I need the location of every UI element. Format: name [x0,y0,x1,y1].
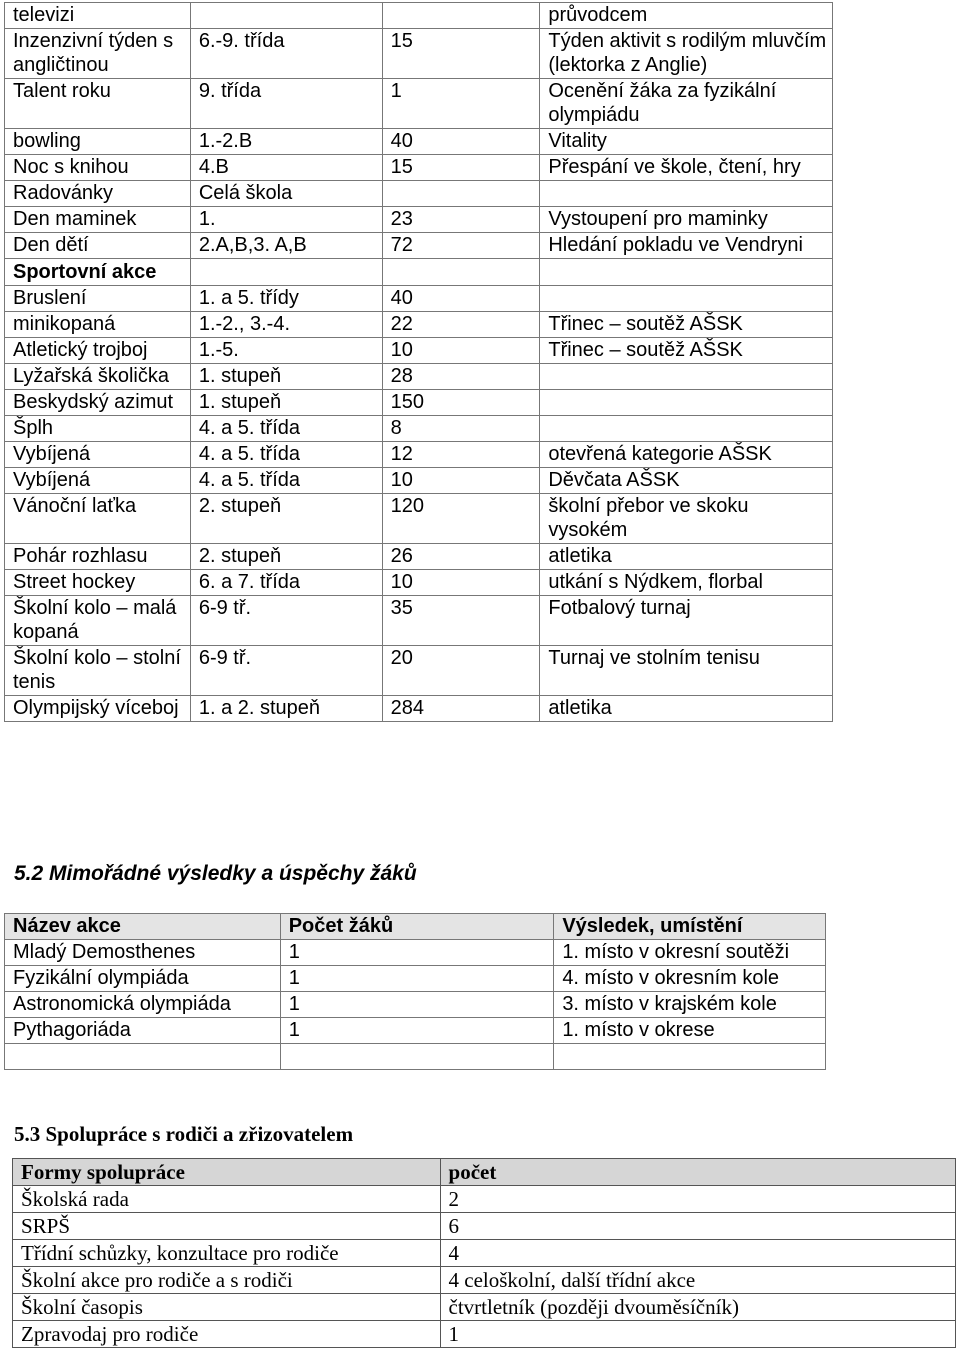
table-cell: 1. místo v okrese [554,1018,826,1044]
cell-empty [190,259,382,286]
cell-count: 72 [382,233,540,259]
cell-group [190,3,382,29]
table-cell: 4 [440,1240,955,1267]
cell-count: 40 [382,129,540,155]
table-cell: Školní časopis [13,1294,441,1321]
table-cell [554,1044,826,1070]
column-header: Formy spolupráce [13,1159,441,1186]
cell-activity: Vybíjená [5,442,191,468]
table-cell: 4. místo v okresním kole [554,966,826,992]
cell-count: 12 [382,442,540,468]
table-row [13,1240,956,1267]
section-52-title: 5.2 Mimořádné výsledky a úspěchy žáků [14,862,417,885]
cell-empty [382,259,540,286]
cell-group: 4. a 5. třída [190,442,382,468]
cell-activity: Bruslení [5,286,191,312]
table-row [5,129,833,155]
table-row [5,596,833,646]
cell-activity: Den dětí [5,233,191,259]
cell-group: 6.-9. třída [190,29,382,79]
table-cell: 1 [280,940,554,966]
cell-group: 4. a 5. třída [190,468,382,494]
cell-note: atletika [540,544,833,570]
cell-activity: Olympijský víceboj [5,696,191,722]
cell-group: 6. a 7. třída [190,570,382,596]
cell-note: Vystoupení pro maminky [540,207,833,233]
cell-group: 2. stupeň [190,494,382,544]
cell-group: 1. a 5. třídy [190,286,382,312]
cell-note [540,286,833,312]
cell-group: 1. [190,207,382,233]
cell-note: atletika [540,696,833,722]
cell-count: 120 [382,494,540,544]
cell-note: Fotbalový turnaj [540,596,833,646]
table-cell: 2 [440,1186,955,1213]
table-row [13,1294,956,1321]
column-header: počet [440,1159,955,1186]
table-cell: 1 [280,966,554,992]
cell-note: Turnaj ve stolním tenisu [540,646,833,696]
cell-count: 10 [382,570,540,596]
cell-activity: Den maminek [5,207,191,233]
cell-group: 6-9 tř. [190,596,382,646]
table-cell: Fyzikální olympiáda [5,966,281,992]
table-cell: SRPŠ [13,1213,441,1240]
table-row [5,646,833,696]
table-row [13,1321,956,1348]
column-header: Výsledek, umístění [554,914,826,940]
cell-group: 1.-2., 3.-4. [190,312,382,338]
cell-activity: Talent roku [5,79,191,129]
cell-note: průvodcem [540,3,833,29]
cell-note [540,390,833,416]
cell-group: Celá škola [190,181,382,207]
table-cell [5,1044,281,1070]
cell-note: otevřená kategorie AŠSK [540,442,833,468]
cell-count: 8 [382,416,540,442]
cell-count: 284 [382,696,540,722]
cell-activity: Vybíjená [5,468,191,494]
section-title-sport: Sportovní akce [5,259,191,286]
table-row [5,155,833,181]
table-row [5,207,833,233]
table-cell: Třídní schůzky, konzultace pro rodiče [13,1240,441,1267]
cell-count: 22 [382,312,540,338]
cell-count: 35 [382,596,540,646]
cell-activity: Street hockey [5,570,191,596]
cell-count: 10 [382,468,540,494]
table-row [5,416,833,442]
cell-group: 1. a 2. stupeň [190,696,382,722]
cell-activity: Beskydský azimut [5,390,191,416]
table-row [5,544,833,570]
table-row [5,992,826,1018]
cell-group: 2.A,B,3. A,B [190,233,382,259]
table-row [5,442,833,468]
table-cell: Školská rada [13,1186,441,1213]
cell-note: školní přebor ve skoku vysokém [540,494,833,544]
cooperation-table [12,1158,956,1348]
cell-note: Vitality [540,129,833,155]
cell-count: 28 [382,364,540,390]
cell-activity: Pohár rozhlasu [5,544,191,570]
cell-count [382,181,540,207]
table-header-row [5,914,826,940]
cell-count: 10 [382,338,540,364]
cell-group: 2. stupeň [190,544,382,570]
table-row [5,494,833,544]
table-row [5,233,833,259]
cell-count [382,3,540,29]
cell-activity: Šplh [5,416,191,442]
table-cell: čtvrtletník (později dvouměsíčník) [440,1294,955,1321]
cell-activity: Lyžařská školička [5,364,191,390]
cell-activity: bowling [5,129,191,155]
table-row [5,1018,826,1044]
results-table [4,913,826,1070]
cell-count: 150 [382,390,540,416]
cell-count: 23 [382,207,540,233]
table-cell: 1 [280,992,554,1018]
table-cell [280,1044,554,1070]
table-cell: Mladý Demosthenes [5,940,281,966]
activities-table [4,2,833,722]
table-row [5,966,826,992]
cell-note: Hledání pokladu ve Vendryni [540,233,833,259]
table-row [5,390,833,416]
column-header: Počet žáků [280,914,554,940]
table-cell: 1. místo v okresní soutěži [554,940,826,966]
table-row [5,468,833,494]
cell-activity: Noc s knihou [5,155,191,181]
cell-note: Ocenění žáka za fyzikální olympiádu [540,79,833,129]
table-row [5,79,833,129]
cell-note [540,364,833,390]
table-cell: 3. místo v krajském kole [554,992,826,1018]
cell-note: Třinec – soutěž AŠSK [540,338,833,364]
cell-note: Týden aktivit s rodilým mluvčím (lektorka z Anglie) [540,29,833,79]
table-row [5,940,826,966]
cell-empty [540,259,833,286]
section-53-title: 5.3 Spolupráce s rodiči a zřizovatelem [14,1122,354,1146]
cell-count: 26 [382,544,540,570]
table-cell: 1 [440,1321,955,1348]
cell-note [540,181,833,207]
cell-group: 1.-2.B [190,129,382,155]
cell-count: 20 [382,646,540,696]
column-header: Název akce [5,914,281,940]
table-cell: 4 celoškolní, další třídní akce [440,1267,955,1294]
cell-activity: Školní kolo – malá kopaná [5,596,191,646]
cell-note: utkání s Nýdkem, florbal [540,570,833,596]
cell-note: Přespání ve škole, čtení, hry [540,155,833,181]
section-row-sport [5,259,833,286]
cell-group: 1.-5. [190,338,382,364]
cell-activity: televizi [5,3,191,29]
table-cell: 1 [280,1018,554,1044]
table-row [5,3,833,29]
table-row [5,29,833,79]
table-row [13,1213,956,1240]
cell-count: 40 [382,286,540,312]
table-row [5,570,833,596]
table-cell: Astronomická olympiáda [5,992,281,1018]
table-row [5,338,833,364]
cell-note: Děvčata AŠSK [540,468,833,494]
table-row [13,1267,956,1294]
table-row [5,1044,826,1070]
cell-activity: minikopaná [5,312,191,338]
cell-note [540,416,833,442]
cell-activity: Atletický trojboj [5,338,191,364]
cell-group: 1. stupeň [190,364,382,390]
cell-count: 15 [382,29,540,79]
cell-group: 1. stupeň [190,390,382,416]
table-row [5,181,833,207]
table-row [5,312,833,338]
cell-count: 15 [382,155,540,181]
table-row [5,364,833,390]
cell-note: Třinec – soutěž AŠSK [540,312,833,338]
cell-activity: Radovánky [5,181,191,207]
table-header-row [13,1159,956,1186]
table-row [5,696,833,722]
table-cell: Školní akce pro rodiče a s rodiči [13,1267,441,1294]
cell-group: 9. třída [190,79,382,129]
table-row [13,1186,956,1213]
cell-count: 1 [382,79,540,129]
cell-activity: Vánoční laťka [5,494,191,544]
cell-activity: Školní kolo – stolní tenis [5,646,191,696]
cell-activity: Inzenzivní týden s angličtinou [5,29,191,79]
table-row [5,286,833,312]
table-cell: 6 [440,1213,955,1240]
table-cell: Zpravodaj pro rodiče [13,1321,441,1348]
cell-group: 4.B [190,155,382,181]
cell-group: 4. a 5. třída [190,416,382,442]
table-cell: Pythagoriáda [5,1018,281,1044]
cell-group: 6-9 tř. [190,646,382,696]
